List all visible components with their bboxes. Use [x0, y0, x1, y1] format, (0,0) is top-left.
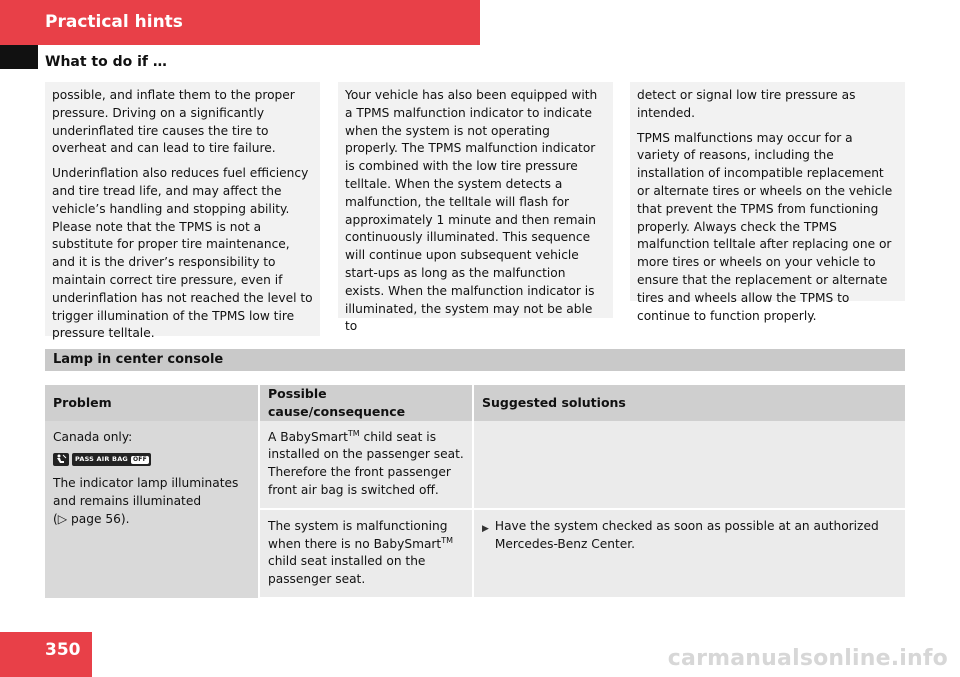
paragraph: Underinflation also reduces fuel efficiency and tire tread life, and may affect the vehicle’s handling and stopping ability. Please note that the TPMS is not a substitute for proper tire maintenance, and it is the driver’s responsibility to maintain correct tire pressure, even if underinflation has not reached the level to trigger illumination of the TPMS low tire pressure telltale.: [52, 166, 313, 341]
paragraph: detect or signal low tire pressure as intended.: [637, 88, 856, 120]
pass-air-bag-off-icon: [72, 453, 151, 466]
indicator-icons: [53, 453, 250, 466]
problem-label: Canada only:: [53, 429, 133, 444]
paragraph: Your vehicle has also been equipped with a TPMS malfunction indicator to indicate when the system is not operating properly. The TPMS malfunction indicator is combined with the low tire pressure telltale. When the system detects a malfunction, the telltale will flash for approximately 1 minute and then remain continuously illuminated. This sequence will continue upon subsequent vehicle start-ups as long as the malfunction exists. When the malfunction indicator is illuminated, the system may not be able to: [345, 88, 598, 334]
text-column-3: [630, 82, 905, 323]
page-reference: (▷ page 56).: [53, 511, 130, 526]
badge-text: PASS AIR BAG: [75, 455, 128, 463]
page-subtitle: What to do if …: [45, 54, 167, 70]
trademark: TM: [347, 428, 360, 438]
problem-cell: [45, 421, 259, 598]
problem-description: [53, 475, 250, 528]
solution-cell: [473, 509, 905, 598]
header-marker: [0, 45, 38, 69]
table-row: [45, 421, 905, 509]
solution-text: Have the system checked as soon as possible at an authorized Mercedes-Benz Center.: [494, 518, 879, 551]
cause-text: child seat installed on the passenger seat.: [268, 554, 426, 587]
page-number: 350: [45, 640, 81, 660]
column-header-solution: Suggested solutions: [473, 385, 905, 421]
paragraph: possible, and inflate them to the proper pressure. Driving on a significantly underinflated tire causes the tire to overheat and can lead to tire failure.: [52, 88, 295, 156]
bullet-arrow-icon: ▶: [482, 523, 489, 534]
problem-desc-text: The indicator lamp illuminates and remains illuminated: [53, 476, 239, 509]
badge-off-text: OFF: [132, 455, 147, 463]
text-column-1: [45, 82, 320, 341]
cause-text: The system is malfunctioning when there is no BabySmart: [268, 518, 448, 551]
section-heading: Lamp in center console: [45, 349, 905, 371]
solution-cell: [473, 421, 905, 509]
column-header-problem: Problem: [45, 385, 259, 421]
troubleshooting-table: [45, 385, 905, 599]
page-title: Practical hints: [45, 12, 183, 32]
trademark: TM: [441, 535, 454, 545]
table-header-row: [45, 385, 905, 421]
child-seat-icon: [53, 453, 69, 466]
solution-item: [482, 518, 897, 554]
paragraph: TPMS malfunctions may occur for a variety of reasons, including the installation of incompatible replacement or alternate tires or wheels on the vehicle that prevent the TPMS from functioning properly. Always check the TPMS malfunction telltale after replacing one or more tires or wheels on your vehicle to ensure that the replacement or alternate tires and wheels allow the TPMS to continue to function properly.: [637, 130, 893, 323]
watermark: carmanualsonline.info: [667, 646, 948, 671]
cause-text: A BabySmart: [268, 429, 348, 444]
cause-cell: [259, 421, 473, 509]
cause-cell: [259, 509, 473, 598]
column-header-cause: Possible cause/consequence: [259, 385, 473, 421]
cause-text: child seat is installed on the passenger seat. Therefore the front passenger front air bag is switched off.: [268, 429, 464, 497]
text-column-2: [338, 82, 613, 334]
